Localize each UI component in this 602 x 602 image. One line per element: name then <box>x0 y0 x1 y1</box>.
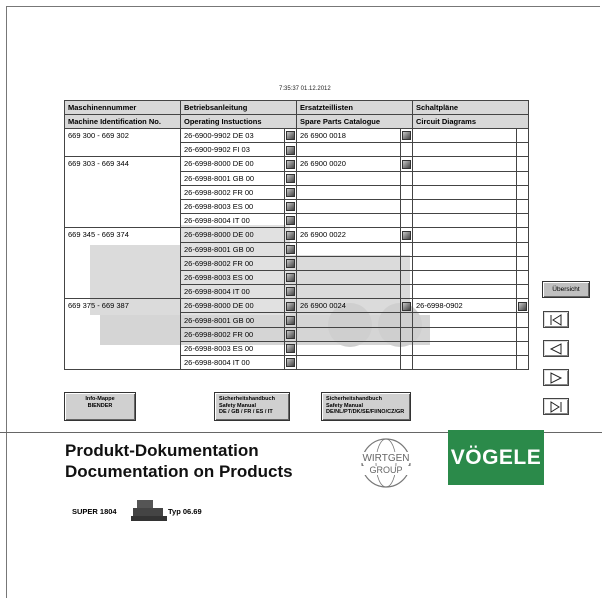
empty-cell <box>413 285 517 299</box>
open-circuit-diagram-button <box>517 129 529 143</box>
empty-cell <box>517 327 529 341</box>
spare-parts-number: 26 6900 0022 <box>297 228 401 242</box>
open-document-icon[interactable] <box>286 245 295 254</box>
table-row <box>65 129 529 143</box>
header-operating: Operating Instuctions <box>181 115 297 129</box>
open-operating-manual-button[interactable] <box>285 299 297 313</box>
operating-manual-number: 26-6998-8000 DE 00 <box>181 299 285 313</box>
paver-machine-icon <box>129 496 169 524</box>
table-header-row <box>65 101 529 115</box>
open-document-icon[interactable] <box>286 146 295 155</box>
open-operating-manual-button[interactable] <box>285 143 297 157</box>
header-circuit: Circuit Diagrams <box>413 115 529 129</box>
table-row <box>65 157 529 171</box>
open-document-icon[interactable] <box>402 302 411 311</box>
operating-manual-number: 26-6998-8002 FR 00 <box>181 256 285 270</box>
open-document-icon[interactable] <box>286 231 295 240</box>
empty-cell <box>401 199 413 213</box>
open-document-icon[interactable] <box>286 131 295 140</box>
model-type: Typ 06.69 <box>168 507 202 516</box>
empty-cell <box>413 143 517 157</box>
overview-button[interactable]: Übersicht <box>542 281 590 298</box>
voegele-logo: VÖGELE <box>448 430 544 485</box>
empty-cell <box>297 171 401 185</box>
empty-cell <box>413 185 517 199</box>
empty-cell <box>413 356 517 370</box>
open-document-icon[interactable] <box>286 273 295 282</box>
header-circuit: Schaltpläne <box>413 101 529 115</box>
machine-id: 669 300 - 669 302 <box>65 129 181 157</box>
empty-cell <box>401 341 413 355</box>
open-document-icon[interactable] <box>286 302 295 311</box>
open-operating-manual-button[interactable] <box>285 327 297 341</box>
open-document-icon[interactable] <box>286 174 295 183</box>
empty-cell <box>413 171 517 185</box>
operating-manual-number: 26-6900-9902 FI 03 <box>181 143 285 157</box>
info-folder-button[interactable] <box>64 392 136 421</box>
empty-cell <box>297 285 401 299</box>
empty-cell <box>517 185 529 199</box>
table-row <box>65 299 529 313</box>
empty-cell <box>297 341 401 355</box>
next-page-icon <box>549 372 563 384</box>
operating-manual-number: 26-6998-8000 DE 00 <box>181 157 285 171</box>
empty-cell <box>401 327 413 341</box>
wirtgen-group-logo <box>350 437 422 489</box>
last-page-icon <box>549 401 563 413</box>
open-document-icon[interactable] <box>286 216 295 225</box>
header-operating: Betriebsanleitung <box>181 101 297 115</box>
empty-cell <box>413 242 517 256</box>
empty-cell <box>401 285 413 299</box>
empty-cell <box>413 199 517 213</box>
open-document-icon[interactable] <box>286 358 295 367</box>
empty-cell <box>517 199 529 213</box>
open-operating-manual-button[interactable] <box>285 171 297 185</box>
operating-manual-number: 26-6998-8001 GB 00 <box>181 171 285 185</box>
open-document-icon[interactable] <box>402 231 411 240</box>
open-document-icon[interactable] <box>402 131 411 140</box>
open-operating-manual-button[interactable] <box>285 199 297 213</box>
open-operating-manual-button[interactable] <box>285 313 297 327</box>
safety-manual-1-title: Sicherheitshandbuch <box>219 396 275 402</box>
previous-page-icon <box>549 343 563 355</box>
model-name: SUPER 1804 <box>72 507 117 516</box>
previous-page-button[interactable] <box>543 340 569 357</box>
operating-manual-number: 26-6998-8000 DE 00 <box>181 228 285 242</box>
empty-cell <box>297 185 401 199</box>
empty-cell <box>401 185 413 199</box>
operating-manual-number: 26-6998-8002 FR 00 <box>181 327 285 341</box>
timestamp: 7:35:37 01.12.2012 <box>279 86 331 92</box>
circuit-diagram-number <box>413 129 517 143</box>
open-operating-manual-button[interactable] <box>285 270 297 284</box>
open-operating-manual-button[interactable] <box>285 228 297 242</box>
empty-cell <box>517 171 529 185</box>
open-spare-parts-button[interactable] <box>401 129 413 143</box>
empty-cell <box>297 214 401 228</box>
product-doc-title-de: Produkt-Dokumentation <box>65 441 259 460</box>
open-circuit-diagram-button[interactable] <box>517 299 529 313</box>
open-operating-manual-button[interactable] <box>285 256 297 270</box>
empty-cell <box>297 242 401 256</box>
empty-cell <box>517 356 529 370</box>
open-operating-manual-button[interactable] <box>285 185 297 199</box>
open-spare-parts-button[interactable] <box>401 228 413 242</box>
empty-cell <box>413 270 517 284</box>
open-document-icon[interactable] <box>286 316 295 325</box>
empty-cell <box>401 256 413 270</box>
spare-parts-number: 26 6900 0024 <box>297 299 401 313</box>
open-circuit-diagram-button <box>517 157 529 171</box>
open-operating-manual-button[interactable] <box>285 242 297 256</box>
safety-manual-2-button[interactable] <box>321 392 411 421</box>
empty-cell <box>297 327 401 341</box>
empty-cell <box>297 199 401 213</box>
open-circuit-diagram-button <box>517 228 529 242</box>
next-page-button[interactable] <box>543 369 569 386</box>
empty-cell <box>401 171 413 185</box>
empty-cell <box>297 143 401 157</box>
svg-text:GROUP: GROUP <box>369 465 403 475</box>
open-operating-manual-button[interactable] <box>285 129 297 143</box>
operating-manual-number: 26-6998-8004 IT 00 <box>181 356 285 370</box>
safety-manual-1-languages: DE / GB / FR / ES / IT <box>219 409 273 415</box>
open-operating-manual-button[interactable] <box>285 285 297 299</box>
empty-cell <box>413 256 517 270</box>
operating-manual-number: 26-6998-8001 GB 00 <box>181 242 285 256</box>
empty-cell <box>297 356 401 370</box>
spare-parts-number: 26 6900 0020 <box>297 157 401 171</box>
operating-manual-number: 26-6998-8004 IT 00 <box>181 285 285 299</box>
empty-cell <box>517 341 529 355</box>
open-document-icon[interactable] <box>286 202 295 211</box>
open-operating-manual-button[interactable] <box>285 157 297 171</box>
open-operating-manual-button[interactable] <box>285 214 297 228</box>
operating-manual-number: 26-6998-8003 ES 00 <box>181 270 285 284</box>
open-document-icon[interactable] <box>286 344 295 353</box>
empty-cell <box>401 242 413 256</box>
operating-manual-number: 26-6998-8003 ES 00 <box>181 199 285 213</box>
header-spare-parts: Ersatzteillisten <box>297 101 413 115</box>
empty-cell <box>413 313 517 327</box>
safety-manual-2-title: Sicherheitshandbuch <box>326 396 382 402</box>
open-document-icon[interactable] <box>286 330 295 339</box>
empty-cell <box>401 214 413 228</box>
open-document-icon[interactable] <box>286 160 295 169</box>
spare-parts-number: 26 6900 0018 <box>297 129 401 143</box>
first-page-icon <box>549 314 563 326</box>
safety-manual-2-languages: DE/NL/PT/DK/SE/FI/NO/CZ/GR <box>326 409 405 415</box>
circuit-diagram-number <box>413 228 517 242</box>
machine-id: 669 345 - 669 374 <box>65 228 181 299</box>
operating-manual-number: 26-6900-9902 DE 03 <box>181 129 285 143</box>
empty-cell <box>413 341 517 355</box>
open-document-icon[interactable] <box>286 188 295 197</box>
operating-manual-number: 26-6998-8001 GB 00 <box>181 313 285 327</box>
last-page-button[interactable] <box>543 398 569 415</box>
operating-manual-number: 26-6998-8002 FR 00 <box>181 185 285 199</box>
empty-cell <box>297 256 401 270</box>
machine-id: 669 375 - 669 387 <box>65 299 181 370</box>
circuit-diagram-number: 26-6998-0902 <box>413 299 517 313</box>
safety-manual-2-subtitle: Safety Manual <box>326 402 363 409</box>
open-document-icon[interactable] <box>286 259 295 268</box>
table-row <box>65 228 529 242</box>
empty-cell <box>517 242 529 256</box>
open-operating-manual-button[interactable] <box>285 356 297 370</box>
operating-manual-number: 26-6998-8003 ES 00 <box>181 341 285 355</box>
open-document-icon[interactable] <box>402 160 411 169</box>
machine-id: 669 303 - 669 344 <box>65 157 181 228</box>
empty-cell <box>413 327 517 341</box>
safety-manual-1-subtitle: Safety Manual <box>219 402 256 409</box>
svg-text:WIRTGEN: WIRTGEN <box>362 453 410 464</box>
empty-cell <box>517 143 529 157</box>
empty-cell <box>401 313 413 327</box>
empty-cell <box>401 143 413 157</box>
open-operating-manual-button[interactable] <box>285 341 297 355</box>
open-document-icon[interactable] <box>518 302 527 311</box>
first-page-button[interactable] <box>543 311 569 328</box>
product-doc-title-en: Documentation on Products <box>65 462 293 481</box>
operating-manual-number: 26-6998-8004 IT 00 <box>181 214 285 228</box>
empty-cell <box>297 270 401 284</box>
table-header-row <box>65 115 529 129</box>
empty-cell <box>297 313 401 327</box>
circuit-diagram-number <box>413 157 517 171</box>
empty-cell <box>517 270 529 284</box>
empty-cell <box>517 256 529 270</box>
header-spare-parts: Spare Parts Catalogue <box>297 115 413 129</box>
empty-cell <box>517 285 529 299</box>
empty-cell <box>413 214 517 228</box>
info-folder-sublabel: BIENDER <box>87 402 113 409</box>
empty-cell <box>517 214 529 228</box>
empty-cell <box>401 356 413 370</box>
empty-cell <box>401 270 413 284</box>
info-folder-label: Info-Mappe <box>85 396 115 402</box>
safety-manual-1-button[interactable] <box>214 392 290 421</box>
open-document-icon[interactable] <box>286 287 295 296</box>
open-spare-parts-button[interactable] <box>401 299 413 313</box>
empty-cell <box>517 313 529 327</box>
open-spare-parts-button[interactable] <box>401 157 413 171</box>
header-machine: Maschinennummer <box>65 101 181 115</box>
documentation-table <box>64 100 529 370</box>
header-machine: Machine Identification No. <box>65 115 181 129</box>
